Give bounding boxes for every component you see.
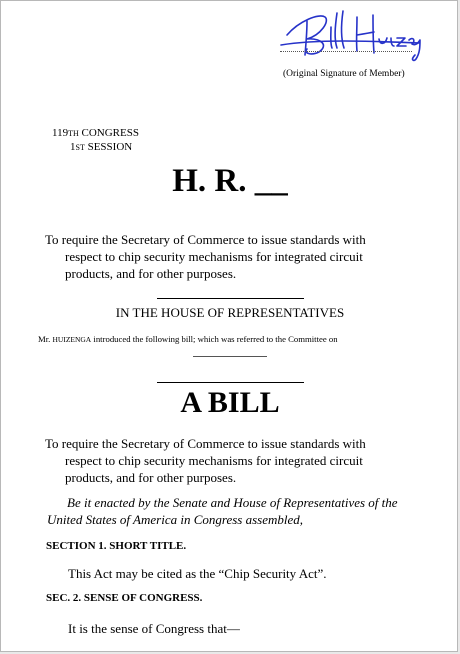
- signature-caption: (Original Signature of Member): [283, 69, 405, 79]
- session-word: SESSION: [87, 141, 133, 153]
- introduction-line: [38, 334, 338, 344]
- house-heading: IN THE HOUSE OF REPRESENTATIVES: [115, 305, 345, 320]
- congress-word: CONGRESS: [81, 127, 139, 139]
- purpose-line-1: To require the Secretary of Commerce to issue standards with: [45, 436, 366, 451]
- session-number: 1: [70, 141, 76, 153]
- divider: [157, 382, 304, 383]
- divider: [157, 298, 304, 299]
- enacting-clause: [47, 494, 417, 528]
- bill-purpose-repeat: [45, 435, 395, 486]
- congress-suffix: TH: [68, 129, 79, 138]
- section-text: It is the sense of Congress that—: [68, 621, 240, 636]
- intro-prefix: Mr.: [38, 334, 51, 344]
- session-label: [70, 140, 132, 155]
- signature-ink: [281, 11, 420, 60]
- purpose-rest: respect to chip security mechanisms for integrated circuit products, and for other purposes.: [65, 453, 363, 485]
- bill-heading: A BILL: [180, 386, 280, 419]
- signature-line: [280, 51, 412, 52]
- congress-number: 119: [52, 127, 69, 139]
- purpose-line-1: To require the Secretary of Commerce to issue standards with: [45, 232, 366, 247]
- bill-purpose: [45, 231, 395, 282]
- enacting-line-2: United States of America in Congress assembled,: [47, 512, 304, 527]
- section-text: This Act may be cited as the “Chip Security Act”.: [68, 566, 327, 581]
- section-heading: SECTION 1. SHORT TITLE.: [46, 540, 187, 552]
- purpose-rest: respect to chip security mechanisms for integrated circuit products, and for other purposes.: [65, 249, 363, 281]
- handwritten-signature: [277, 5, 427, 67]
- member-name: HUIZENGA: [52, 335, 92, 344]
- committee-blank: [193, 356, 267, 357]
- session-suffix: ST: [75, 143, 85, 152]
- congress-label: [52, 126, 139, 141]
- enacting-line-1: Be it enacted by the Senate and House of Representatives of the: [67, 495, 398, 510]
- intro-text: introduced the following bill; which was referred to the Committee on: [93, 334, 338, 344]
- bill-number: H. R. __: [172, 163, 288, 199]
- section-heading: SEC. 2. SENSE OF CONGRESS.: [46, 592, 203, 604]
